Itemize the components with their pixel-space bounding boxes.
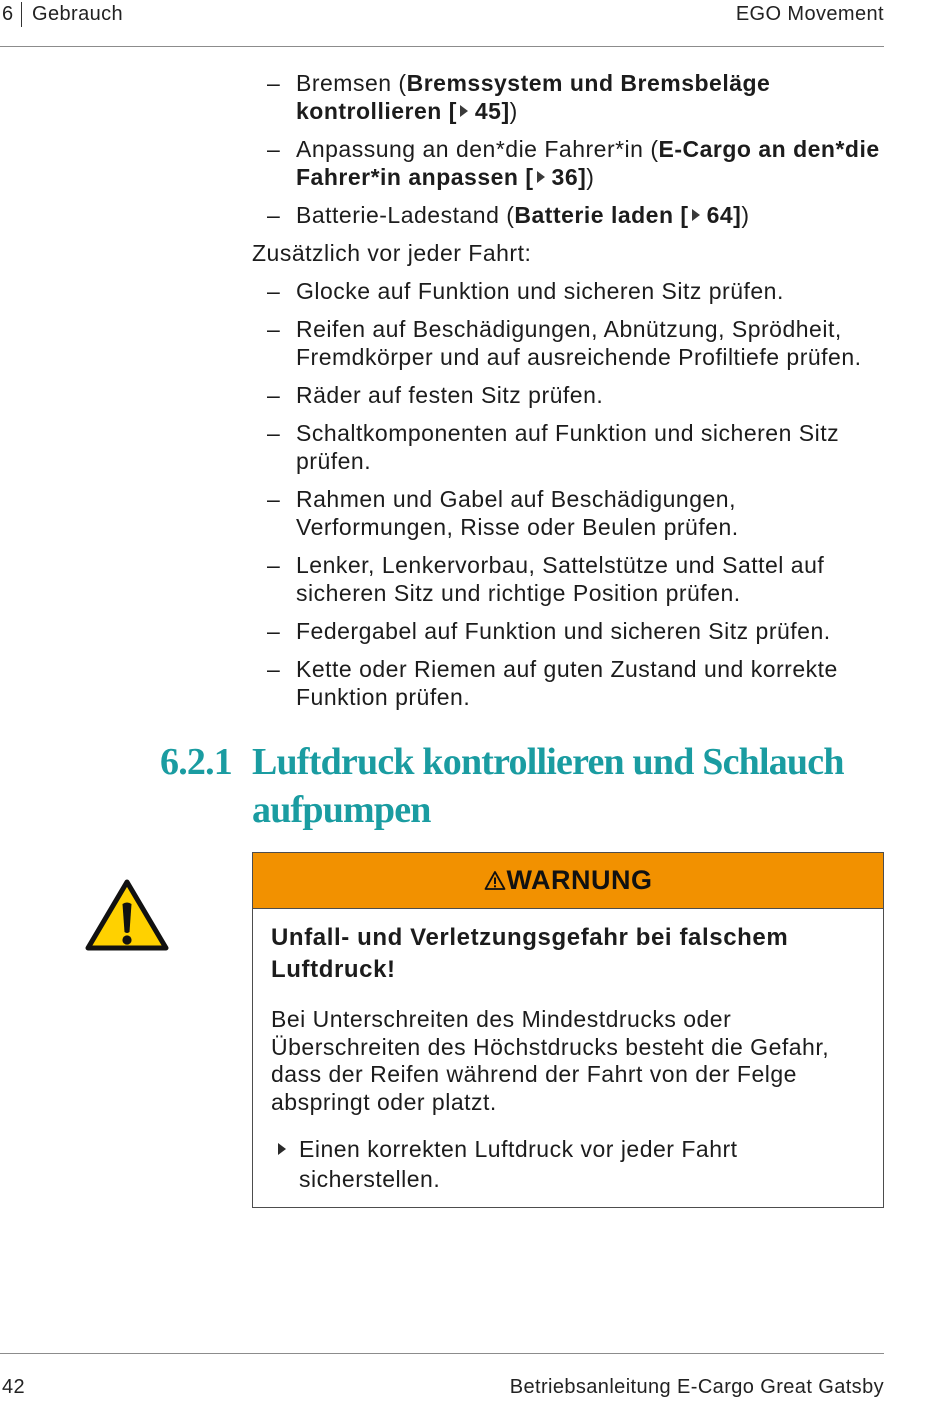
list-dash: – — [267, 136, 281, 162]
page-footer — [0, 1373, 884, 1401]
header-rule — [0, 46, 884, 47]
check-item-brakes — [252, 69, 884, 125]
page-number: 42 — [2, 1376, 26, 1398]
list-item — [252, 277, 884, 305]
document-title: Betriebsanleitung E-Cargo Great Gatsby — [509, 1376, 884, 1398]
list-dash: – — [267, 70, 281, 96]
list-item-line: Verformungen, Risse oder Beulen prüfen. — [296, 514, 739, 540]
list-item — [252, 485, 884, 541]
cross-reference-link[interactable]: Batterie laden [ — [514, 202, 689, 228]
header-divider — [21, 2, 22, 27]
list-item-line — [296, 201, 884, 229]
action-arrow-icon — [278, 1143, 286, 1155]
list-item-line: Lenker, Lenkervorbau, Sattelstütze und Sattel auf — [296, 552, 825, 578]
item-lead-text: Anpassung an den*die Fahrer*in ( — [296, 136, 659, 162]
warning-action-line: Einen korrekten Luftdruck vor jeder Fahrt — [299, 1136, 738, 1162]
list-item — [252, 617, 884, 645]
check-item-rider-fit — [252, 135, 884, 191]
warning-box — [252, 852, 884, 1208]
warning-body-line: dass der Reifen während der Fahrt von der Felge — [271, 1061, 797, 1087]
before-each-ride-label: Zusätzlich vor jeder Fahrt: — [252, 240, 532, 266]
item-tail-text: ) — [586, 164, 595, 190]
list-item — [252, 655, 884, 711]
section-title — [252, 738, 844, 834]
list-item-line: prüfen. — [296, 448, 372, 474]
list-item-line: Funktion prüfen. — [296, 684, 471, 710]
brand-name: EGO Movement — [735, 3, 884, 25]
footer-rule — [0, 1353, 884, 1354]
page-reference-arrow-icon[interactable] — [460, 105, 468, 117]
list-item-line — [296, 163, 884, 191]
section-heading — [0, 738, 950, 834]
warning-triangle-icon — [84, 877, 170, 953]
list-item — [252, 381, 884, 409]
list-dash: – — [267, 278, 281, 304]
list-item-line — [296, 97, 884, 125]
list-item — [252, 419, 884, 475]
chapter-title: Gebrauch — [32, 3, 124, 25]
section-title-line: aufpumpen — [252, 789, 431, 831]
cross-reference-page[interactable]: 36] — [551, 164, 587, 190]
item-lead-text: Batterie-Ladestand ( — [296, 202, 515, 228]
warning-action-step — [271, 1134, 738, 1194]
cross-reference-link[interactable]: E-Cargo an den*die — [658, 136, 880, 162]
list-item-line — [296, 135, 884, 163]
list-item-line: Kette oder Riemen auf guten Zustand und korrekte — [296, 656, 838, 682]
cross-reference-page[interactable]: 64] — [706, 202, 742, 228]
check-item-battery — [252, 201, 884, 229]
list-item — [252, 315, 884, 371]
list-dash: – — [267, 618, 281, 644]
item-lead-text: Bremsen ( — [296, 70, 407, 96]
list-dash: – — [267, 486, 281, 512]
warning-signal-word: WARNUNG — [506, 865, 653, 895]
list-item-line: Glocke auf Funktion und sicheren Sitz prüfen. — [296, 278, 784, 304]
warning-body-line: Bei Unterschreiten des Mindestdrucks oder — [271, 1006, 732, 1032]
warning-header — [253, 853, 883, 909]
list-item-line: Räder auf festen Sitz prüfen. — [296, 382, 604, 408]
page-reference-arrow-icon[interactable] — [692, 209, 700, 221]
cross-reference-link[interactable]: Bremssystem und Bremsbeläge — [406, 70, 771, 96]
item-tail-text: ) — [509, 98, 518, 124]
list-item-line: Rahmen und Gabel auf Beschädigungen, — [296, 486, 736, 512]
list-dash: – — [267, 420, 281, 446]
list-dash: – — [267, 382, 281, 408]
warning-title-line: Unfall- und Verletzungsgefahr bei falschem — [271, 924, 789, 951]
warning-action-line: sicherstellen. — [299, 1166, 441, 1192]
list-dash: – — [267, 202, 281, 228]
warning-title — [271, 922, 788, 986]
warning-body-line: Überschreiten des Höchstdrucks besteht die Gefahr, — [271, 1033, 830, 1060]
list-item-line: Fremdkörper und auf ausreichende Profiltiefe prüfen. — [296, 344, 862, 370]
list-dash: – — [267, 552, 281, 578]
list-item — [252, 551, 884, 607]
list-dash: – — [267, 316, 281, 342]
cross-reference-link[interactable]: kontrollieren [ — [296, 98, 457, 124]
item-tail-text: ) — [741, 202, 750, 228]
body-content — [252, 69, 884, 721]
cross-reference-link[interactable]: Fahrer*in anpassen [ — [296, 164, 534, 190]
warning-description — [271, 1006, 829, 1116]
list-item-line — [296, 69, 884, 97]
warning-body-line: abspringt oder platzt. — [271, 1088, 497, 1115]
chapter-number: 6 — [2, 3, 14, 25]
list-dash: – — [267, 656, 281, 682]
section-title-line: Luftdruck kontrollieren und Schlauch — [252, 741, 844, 783]
list-item-line: Schaltkomponenten auf Funktion und sicheren Sitz — [296, 420, 840, 446]
warning-title-line: Luftdruck! — [271, 956, 396, 983]
list-item-line: sicheren Sitz und richtige Position prüfen. — [296, 580, 741, 606]
list-item-line: Federgabel auf Funktion und sicheren Sitz prüfen. — [296, 618, 831, 644]
warning-sign-icon — [484, 870, 506, 891]
cross-reference-page[interactable]: 45] — [474, 98, 510, 124]
page-reference-arrow-icon[interactable] — [537, 171, 545, 183]
section-number: 6.2.1 — [160, 741, 233, 783]
page-header — [0, 0, 884, 28]
list-item-line: Reifen auf Beschädigungen, Abnützung, Sprödheit, — [296, 316, 842, 342]
